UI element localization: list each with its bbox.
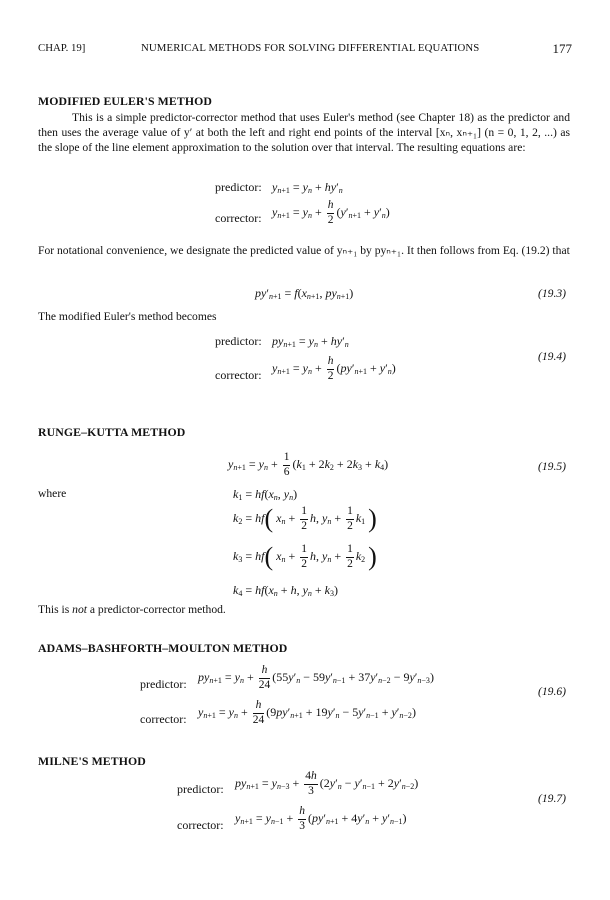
heading-modified-euler: MODIFIED EULER'S METHOD <box>38 94 213 108</box>
chapter-label: CHAP. 19] <box>38 42 86 54</box>
rk-note-emphasis: not <box>72 603 87 616</box>
euler-intro-text: This is a simple predictor-corrector method that uses Euler's method (see Chapter 18) as the predictor and then uses the average value of y′ at both the left and right end points of the interval [xₙ, xₙ₊₁] (n = 0, 1, 2, ...) as the slope of the line element approximation to the solution over that interval. The resulting equations are: <box>38 111 570 154</box>
adams-predictor-equation: $py_{n+1} = y_n$ + $\frac{h}{24}$ $(55y'_n - 59y'_{n-1} + 37y'_{n-2} - 9y'_{n-3})$ <box>198 664 434 691</box>
k2-equation: $k_2 = hf$( $x_n$ + $\frac{1}{2}$ h, $y_n$ + $\frac{1}{2}$ $k_1$ ) <box>233 504 377 533</box>
euler2-predictor-equation: $py_{n+1} = y_n + hy'_n$ <box>272 334 349 349</box>
k3-equation: $k_3 = hf$( $x_n$ + $\frac{1}{2}$ h, $y_n$ + $\frac{1}{2}$ $k_2$ ) <box>233 542 377 571</box>
euler-becomes-text: The modified Euler's method becomes <box>38 310 217 323</box>
equation-19-7-label: (19.7) <box>538 792 567 805</box>
euler-corrector-equation: $y_{n+1} = y_n$ + $\frac{h}{2}$ $(y'_{n+1} + y'_n)$ <box>272 199 390 226</box>
euler-predictor-label: predictor: <box>215 180 262 194</box>
where-label: where <box>38 487 67 500</box>
euler2-corrector-label: corrector: <box>215 368 262 382</box>
running-header <box>38 42 572 58</box>
euler-becomes-paragraph <box>38 310 570 325</box>
euler-predictor-equation: $y_{n+1} = y_n + hy'_n$ <box>272 180 343 195</box>
euler2-predictor-label: predictor: <box>215 334 262 348</box>
equation-19-5-label: (19.5) <box>538 460 567 473</box>
runge-kutta-note <box>38 603 570 618</box>
adams-predictor-label: predictor: <box>140 677 187 691</box>
rk-note-post: a predictor-corrector method. <box>86 603 226 616</box>
k1-equation: $k_1 = hf(x_n$, $y_n$) <box>233 487 298 502</box>
page-number: 177 <box>552 41 572 56</box>
heading-milne: MILNE'S METHOD <box>38 754 146 768</box>
equation-19-4-label: (19.4) <box>538 350 567 363</box>
heading-adams: ADAMS–BASHFORTH–MOULTON METHOD <box>38 641 288 655</box>
milne-predictor-label: predictor: <box>177 782 224 796</box>
milne-corrector-equation: $y_{n+1} = y_{n-1}$ + $\frac{h}{3}$ $(py'_{n+1} + 4y'_n + y'_{n-1})$ <box>235 805 407 832</box>
milne-corrector-label: corrector: <box>177 818 224 832</box>
running-title: NUMERICAL METHODS FOR SOLVING DIFFERENTIAL EQUATIONS <box>141 42 480 54</box>
euler-notation-paragraph <box>38 244 570 259</box>
equation-19-3-label: (19.3) <box>538 287 567 300</box>
adams-corrector-label: corrector: <box>140 712 187 726</box>
equation-19-3: $py'_{n+1} = f(x_{n+1}$, $py_{n+1}$) <box>255 286 354 301</box>
euler-intro-paragraph <box>38 111 570 156</box>
euler2-corrector-equation: $y_{n+1} = y_n$ + $\frac{h}{2}$ $(py'_{n+1} + y'_n)$ <box>272 355 396 382</box>
heading-runge-kutta: RUNGE–KUTTA METHOD <box>38 425 186 439</box>
rk-note-pre: This is <box>38 603 73 616</box>
k4-equation: $k_4 = hf(x_n + h$, $y_n + k_3$) <box>233 583 338 598</box>
adams-corrector-equation: $y_{n+1} = y_n$ + $\frac{h}{24}$ $(9py'_{n+1} + 19y'_n - 5y'_{n-1} + y'_{n-2})$ <box>198 699 416 726</box>
milne-predictor-equation: $py_{n+1} = y_{n-3}$ + $\frac{4h}{3}$ $(2y'_n - y'_{n-1} + 2y'_{n-2})$ <box>235 770 419 797</box>
euler-corrector-label: corrector: <box>215 211 262 225</box>
equation-19-6-label: (19.6) <box>538 685 567 698</box>
euler-notation-text: For notational convenience, we designate the predicted value of yₙ₊₁ by pyₙ₊₁. It then follows from Eq. (19.2) that <box>38 244 570 257</box>
equation-19-5: $y_{n+1} = y_n$ + $\frac{1}{6}$ $(k_1 + 2k_2 + 2k_3 + k_4)$ <box>228 451 389 478</box>
